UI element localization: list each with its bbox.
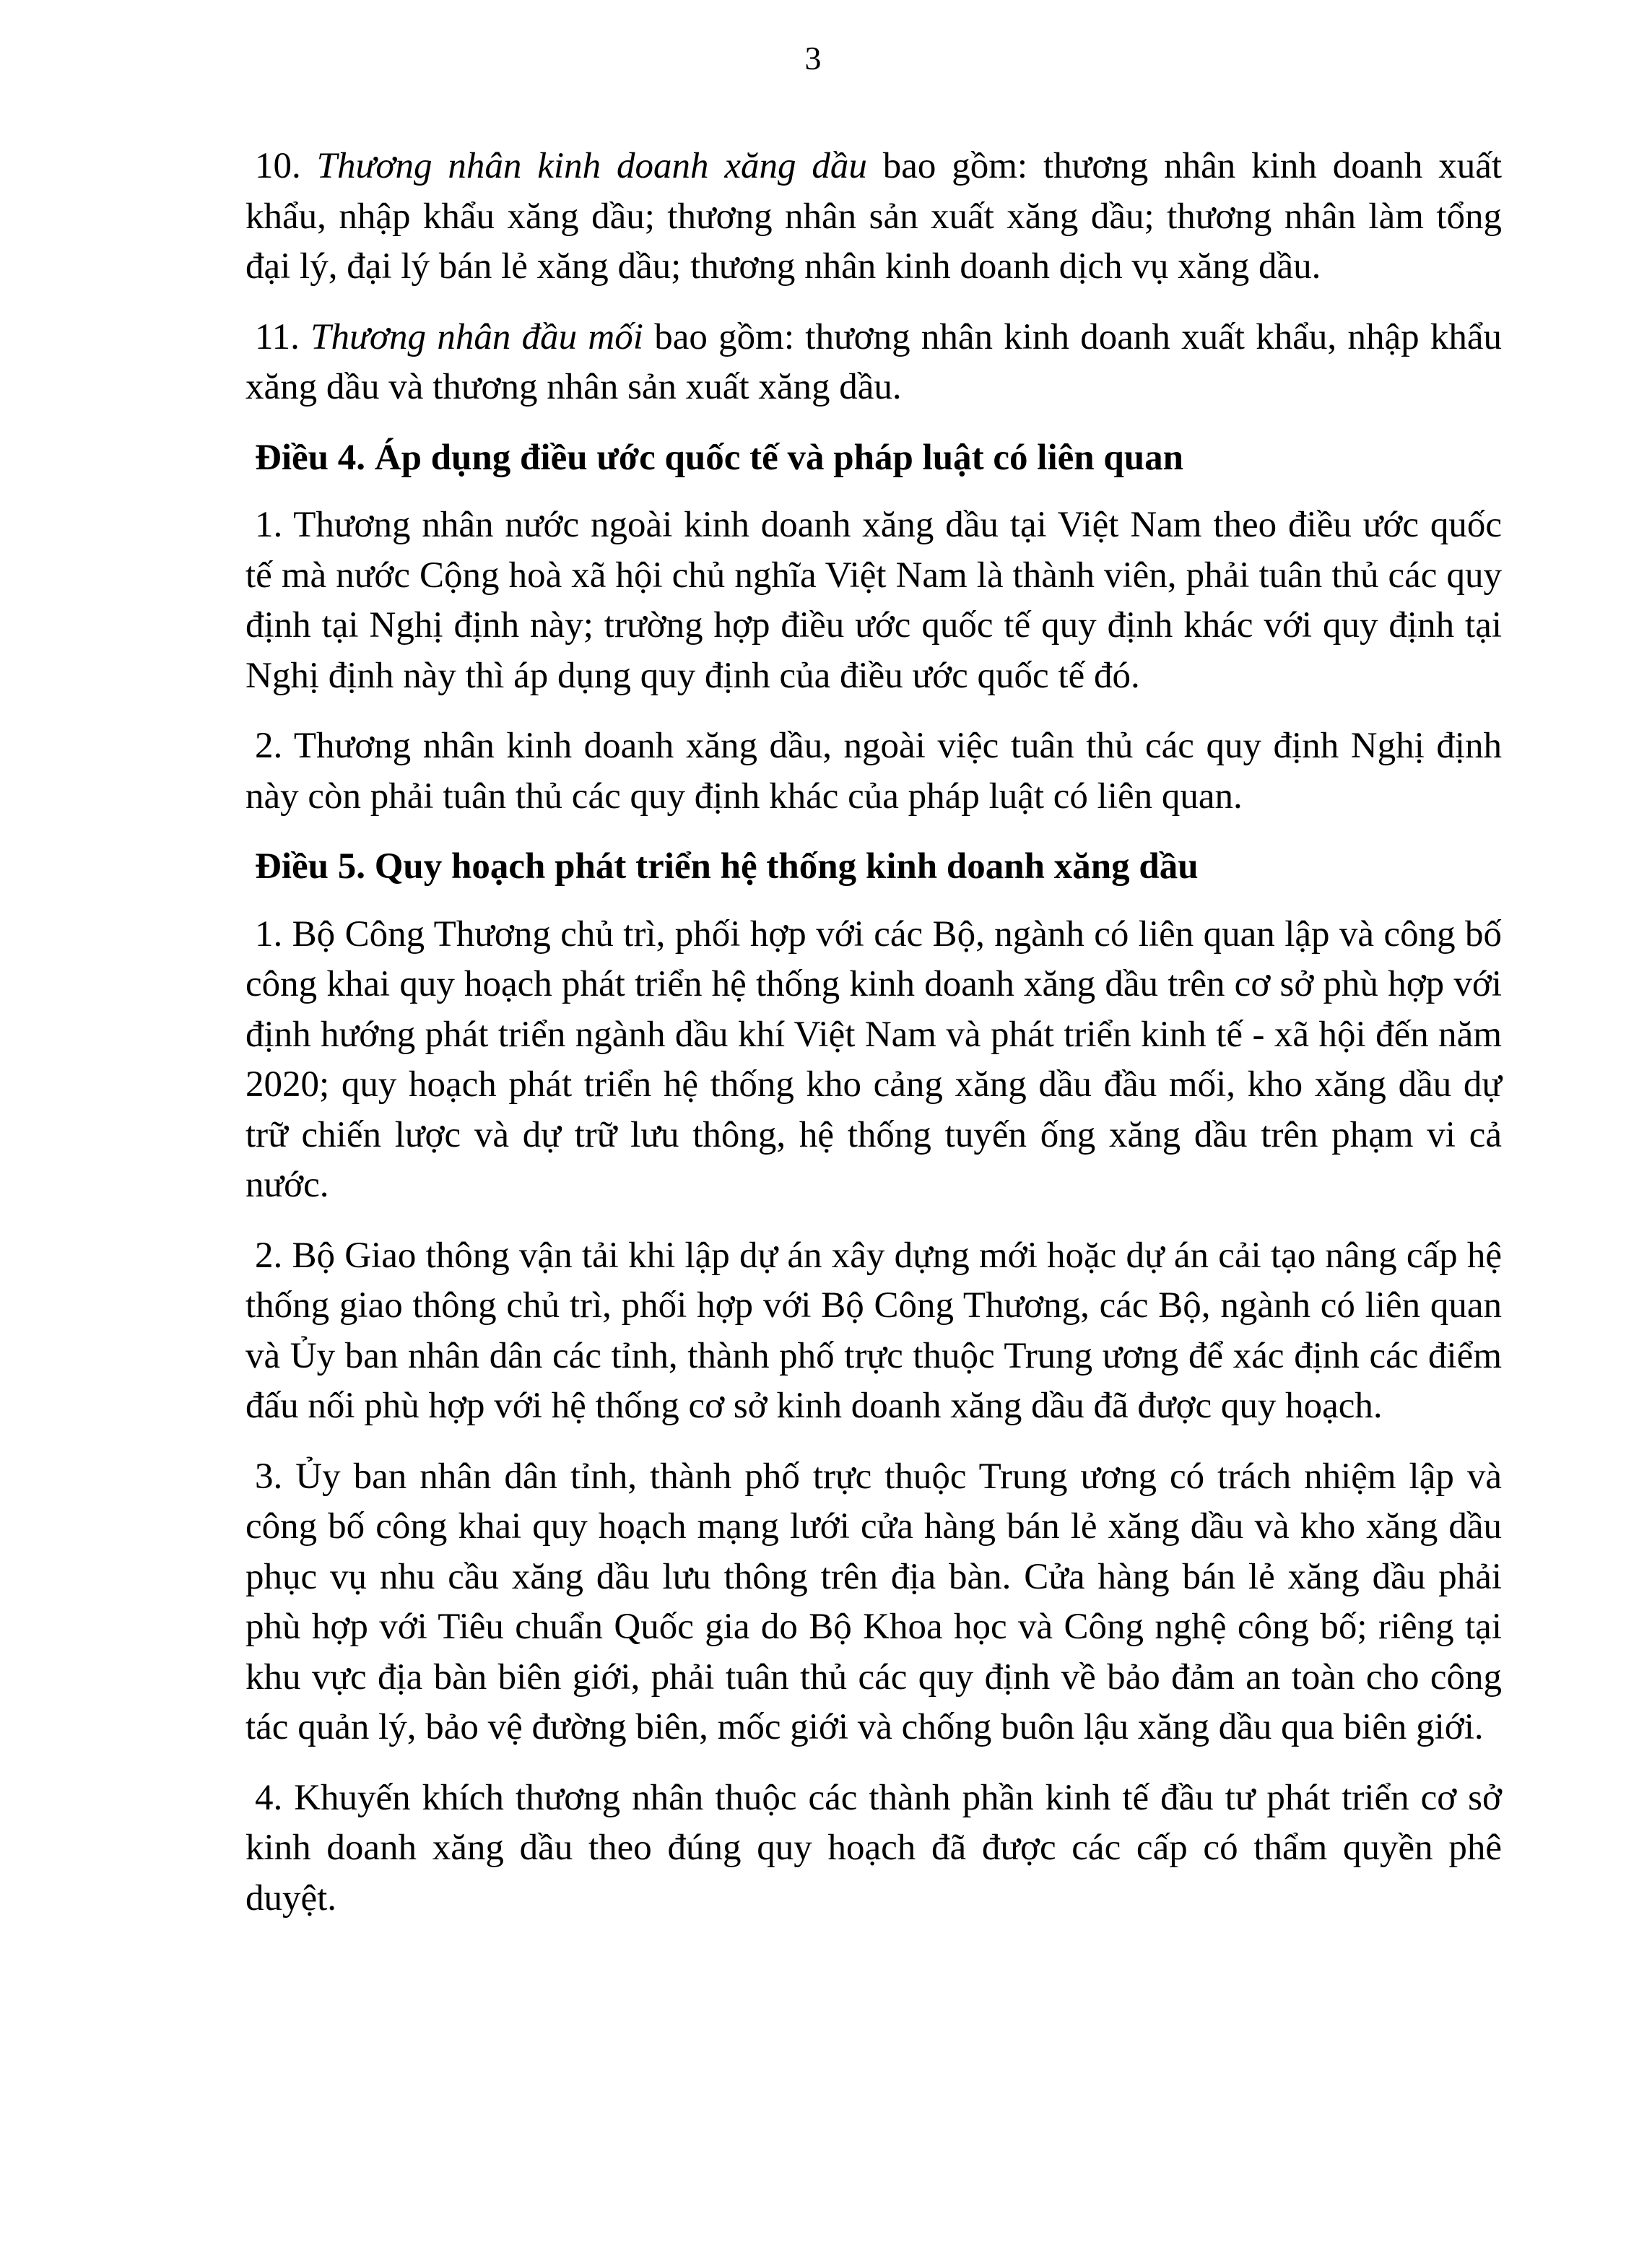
clause-number: 2. <box>255 726 283 766</box>
page-number: 3 <box>804 40 822 77</box>
article-5-clause-4 <box>245 1773 1502 1924</box>
article-4-heading: Điều 4. Áp dụng điều ước quốc tế và pháp luật có liên quan <box>255 437 1183 478</box>
clause-text: bao gồm: thương nhân kinh doanh xuất khẩu, nhập khẩu xăng dầu và thương nhân sản xuất xăng dầu. <box>245 316 1503 407</box>
clause-number: 1. <box>255 505 283 545</box>
clause-text: Bộ Công Thương chủ trì, phối hợp với các Bộ, ngành có liên quan lập và công bố công khai quy hoạch phát triển hệ thống kinh doanh xăng dầu trên cơ sở phù hợp với định hướng phát triển ngành dầu khí Việt Nam và phát triển kinh tế - xã hội đến năm 2020; quy hoạch phát triển hệ thống kho cảng xăng dầu đầu mối, kho xăng dầu dự trữ chiến lược và dự trữ lưu thông, hệ thống tuyến ống xăng dầu trên phạm vi cả nước. <box>245 913 1502 1205</box>
clause-number: 2. <box>255 1235 283 1276</box>
clause-number: 4. <box>255 1777 283 1818</box>
clause-number: 3. <box>255 1456 283 1497</box>
clause-number: 10. <box>255 146 301 186</box>
clause-text: Bộ Giao thông vận tải khi lập dự án xây dựng mới hoặc dự án cải tạo nâng cấp hệ thống giao thông chủ trì, phối hợp với Bộ Công Thương, các Bộ, ngành có liên quan và Ủy ban nhân dân các tỉnh, thành phố trực thuộc Trung ương để xác định các điểm đấu nối phù hợp với hệ thống cơ sở kinh doanh xăng dầu đã được quy hoạch. <box>245 1235 1502 1426</box>
clause-number: 11. <box>255 316 300 357</box>
clause-number: 1. <box>255 913 283 955</box>
clause-text: Thương nhân nước ngoài kinh doanh xăng dầu tại Việt Nam theo điều ước quốc tế mà nước Cộng hoà xã hội chủ nghĩa Việt Nam là thành viên, phải tuân thủ các quy định tại Nghị định này; trường hợp điều ước quốc tế quy định khác với quy định tại Nghị định này thì áp dụng quy định của điều ước quốc tế đó. <box>245 505 1502 696</box>
clause-11 <box>245 313 1502 413</box>
defined-term: Thương nhân kinh doanh xăng dầu <box>316 146 867 186</box>
document-body <box>245 142 1502 1944</box>
clause-text: Thương nhân kinh doanh xăng dầu, ngoài việc tuân thủ các quy định Nghị định này còn phải tuân thủ các quy định khác của pháp luật có liên quan. <box>245 726 1502 817</box>
article-5-heading: Điều 5. Quy hoạch phát triển hệ thống kinh doanh xăng dầu <box>255 846 1199 887</box>
defined-term: Thương nhân đầu mối <box>310 316 643 357</box>
article-4-clause-1 <box>245 500 1502 701</box>
article-4-clause-2 <box>245 721 1502 822</box>
clause-text: bao gồm: thương nhân kinh doanh xuất khẩu, nhập khẩu xăng dầu; thương nhân sản xuất xăng dầu; thương nhân làm tổng đại lý, đại lý bán lẻ xăng dầu; thương nhân kinh doanh dịch vụ xăng dầu. <box>245 146 1503 287</box>
article-5-clause-2 <box>245 1231 1502 1432</box>
clause-text: Ủy ban nhân dân tỉnh, thành phố trực thuộc Trung ương có trách nhiệm lập và công bố công khai quy hoạch mạng lưới cửa hàng bán lẻ xăng dầu và kho xăng dầu phục vụ nhu cầu xăng dầu lưu thông trên địa bàn. Cửa hàng bán lẻ xăng dầu phải phù hợp với Tiêu chuẩn Quốc gia do Bộ Khoa học và Công nghệ công bố; riêng tại khu vực địa bàn biên giới, phải tuân thủ các quy định về bảo đảm an toàn cho công tác quản lý, bảo vệ đường biên, mốc giới và chống buôn lậu xăng dầu qua biên giới. <box>245 1456 1502 1747</box>
clause-10 <box>245 142 1502 292</box>
article-5-clause-3 <box>245 1452 1502 1753</box>
article-5-clause-1 <box>245 910 1502 1211</box>
clause-text: Khuyến khích thương nhân thuộc các thành phần kinh tế đầu tư phát triển cơ sở kinh doanh xăng dầu theo đúng quy hoạch đã được các cấp có thẩm quyền phê duyệt. <box>245 1777 1502 1919</box>
